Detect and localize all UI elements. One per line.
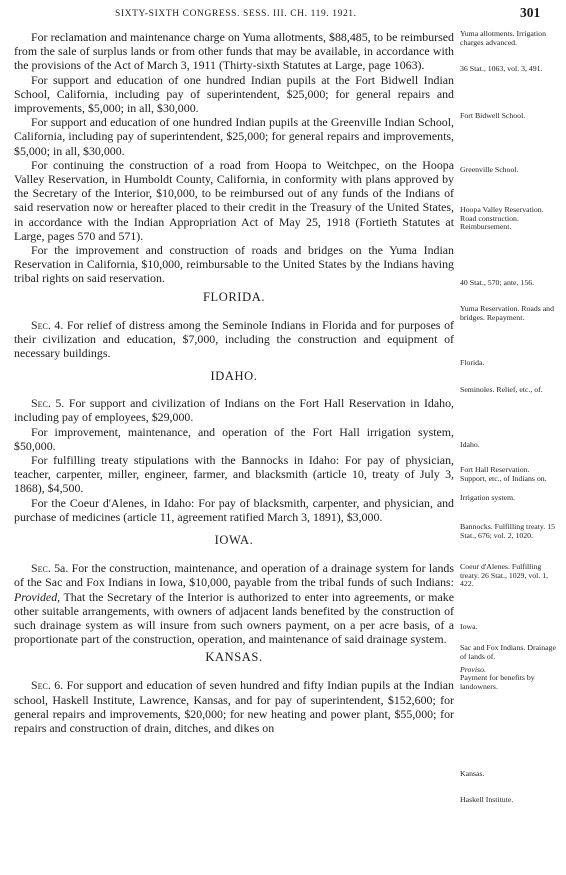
margin-note-iowa: Iowa. xyxy=(460,622,478,631)
paragraph-sec-5 xyxy=(14,396,454,424)
margin-note-greenville: Greenville School. xyxy=(460,165,519,174)
paragraph-yuma-allotments: For reclamation and maintenance charge on Yuma allotments, $88,485, to be reimbursed from the sale of surplus lands or from other funds that may be available, in accordance with the provisions of the Act of March 3, 1911 (Thirty-sixth Statutes at Large, page 1063). xyxy=(14,30,454,73)
paragraph-coeur-dalenes: For the Coeur d'Alenes, in Idaho: For pay of blacksmith, carpenter, and physician, and purchase of medicines (article 11, agreement ratified March 3, 1891), $3,000. xyxy=(14,495,454,524)
margin-note-irrigation: Irrigation system. xyxy=(460,493,516,502)
margin-note-kansas: Kansas. xyxy=(460,769,485,778)
paragraph-bannocks: For fulfilling treaty stipulations with the Bannocks in Idaho: For pay of physician, teacher, carpenter, miller, engineer, farmer, and blacksmith (article 10, treaty of July 3, 1868), $4,500. xyxy=(14,453,454,496)
margin-note-idaho: Idaho. xyxy=(460,440,480,449)
section-label: Sec. xyxy=(31,396,51,411)
section-heading-kansas: KANSAS. xyxy=(205,650,263,665)
margin-note-coeur-dalenes: Coeur d'Alenes. Fulfilling treaty. 26 Stat., 1029, vol. 1, 422. xyxy=(460,562,549,589)
main-text-column xyxy=(14,30,454,735)
margin-note-bannocks: Bannocks. Fulfilling treaty. 15 Stat., 676; vol. 2, 1020. xyxy=(460,522,555,540)
margin-note-hoopa-valley: Hoopa Valley Reservation. Road construction. Reimbursement. xyxy=(460,205,544,232)
paragraph-text: 5a. For the construction, maintenance, and operation of a drainage system for lands of the Sac and Fox Indians in Iowa, $10,000, payable from the tribal funds of such Indians: xyxy=(14,561,454,590)
margin-note-proviso: Proviso. xyxy=(460,665,486,674)
running-header xyxy=(0,5,566,25)
section-heading-iowa: IOWA. xyxy=(214,533,254,548)
margin-note-florida: Florida. xyxy=(460,358,485,367)
paragraph-text: 5. For support and civilization of Indians on the Fort Hall Reservation in Idaho, including pay of employees, $29,000. xyxy=(14,396,454,425)
section-label: Sec. xyxy=(31,678,51,693)
margin-note-fort-hall: Fort Hall Reservation. Support, etc., of Indians on. xyxy=(460,465,547,483)
paragraph-text-continued: That the Secretary of the Interior is authorized to enter into agreements, or make other suitable arrangements, with owners of adjacent lands benefited by the construction of such drainage system as will insure from such owners payment, on a per acre basis, of a proportionate part of the construction, operation, and maintenance of said drainage system. xyxy=(14,589,454,647)
paragraph-text: 4. For relief of distress among the Seminole Indians in Florida and for purposes of their civilization and education, $7,000, including the construction and equipment of necessary buildings. xyxy=(14,317,454,361)
proviso-word: Provided, xyxy=(14,589,61,604)
paragraph-sec-5a xyxy=(14,561,454,646)
paragraph-hoopa-valley: For continuing the construction of a road from Hoopa to Weitchpec, on the Hoopa Valley Reservation, in Humboldt County, California, in conformity with plans approved by the Secretary of the Interior, $10,000, to be reimbursed out of any funds of the Indians of said reservation now or hereafter placed to their credit in the Treasury of the United States, in accordance with the Indian Appropriation Act of May 25, 1918 (Fortieth Statutes at Large, pages 570 and 571). xyxy=(14,157,454,243)
section-heading-idaho: IDAHO. xyxy=(210,369,258,384)
paragraph-text: 6. For support and education of seven hundred and fifty Indian pupils at the Indian school, Haskell Institute, Lawrence, Kansas, and for pay of superintendent, $152,600; for general repairs and improvements, $20,000; for new heating and power plant, $55,000; for repairs and construction of drain, ditches, and dikes on xyxy=(14,678,454,735)
page-number: 301 xyxy=(520,5,541,20)
paragraph-sec-6 xyxy=(14,678,454,735)
paragraph-fort-hall-irrigation: For improvement, maintenance, and operation of the Fort Hall irrigation system, $50,000. xyxy=(14,424,454,453)
section-label: Sec. xyxy=(31,317,51,332)
margin-note-yuma-allotments: Yuma allotments. Irrigation charges advanced. xyxy=(460,29,546,47)
margin-note-citation: 36 Stat., 1063, vol. 3, 491. xyxy=(460,64,543,73)
margin-note-seminoles: Seminoles. Relief, etc., of. xyxy=(460,385,543,394)
margin-note-yuma-reservation: Yuma Reservation. Roads and bridges. Repayment. xyxy=(460,304,554,322)
section-heading-florida: FLORIDA. xyxy=(202,289,266,304)
paragraph-yuma-roads: For the improvement and construction of roads and bridges on the Yuma Indian Reservation in California, $10,000, reimbursable to the United States by the Indians having tribal rights on said reservation. xyxy=(14,243,454,286)
paragraph-greenville: For support and education of one hundred Indian pupils at the Greenville Indian School, California, including pay of superintendent, $25,000; for general repairs and improvements, $5,000; in all, $30,000. xyxy=(14,115,454,158)
section-label: Sec. xyxy=(31,561,51,576)
margin-note-payment: Payment for benefits by landowners. xyxy=(460,673,535,691)
header-title: SIXTY-SIXTH CONGRESS. SESS. III. CH. 119. 1921. xyxy=(115,9,357,19)
margin-note-sac-and-fox: Sac and Fox Indians. Drainage of lands of. xyxy=(460,643,556,661)
paragraph-sec-4 xyxy=(14,318,454,361)
paragraph-fort-bidwell: For support and education of one hundred Indian pupils at the Fort Bidwell Indian School, California, including pay of superintendent, $25,000; for general repairs and improvements, $5,000; in all, $30,000. xyxy=(14,72,454,116)
margin-note-fort-bidwell: Fort Bidwell School. xyxy=(460,111,526,120)
margin-note-haskell: Haskell Institute. xyxy=(460,795,514,804)
margin-note-citation: 40 Stat., 570; ante, 156. xyxy=(460,278,535,287)
